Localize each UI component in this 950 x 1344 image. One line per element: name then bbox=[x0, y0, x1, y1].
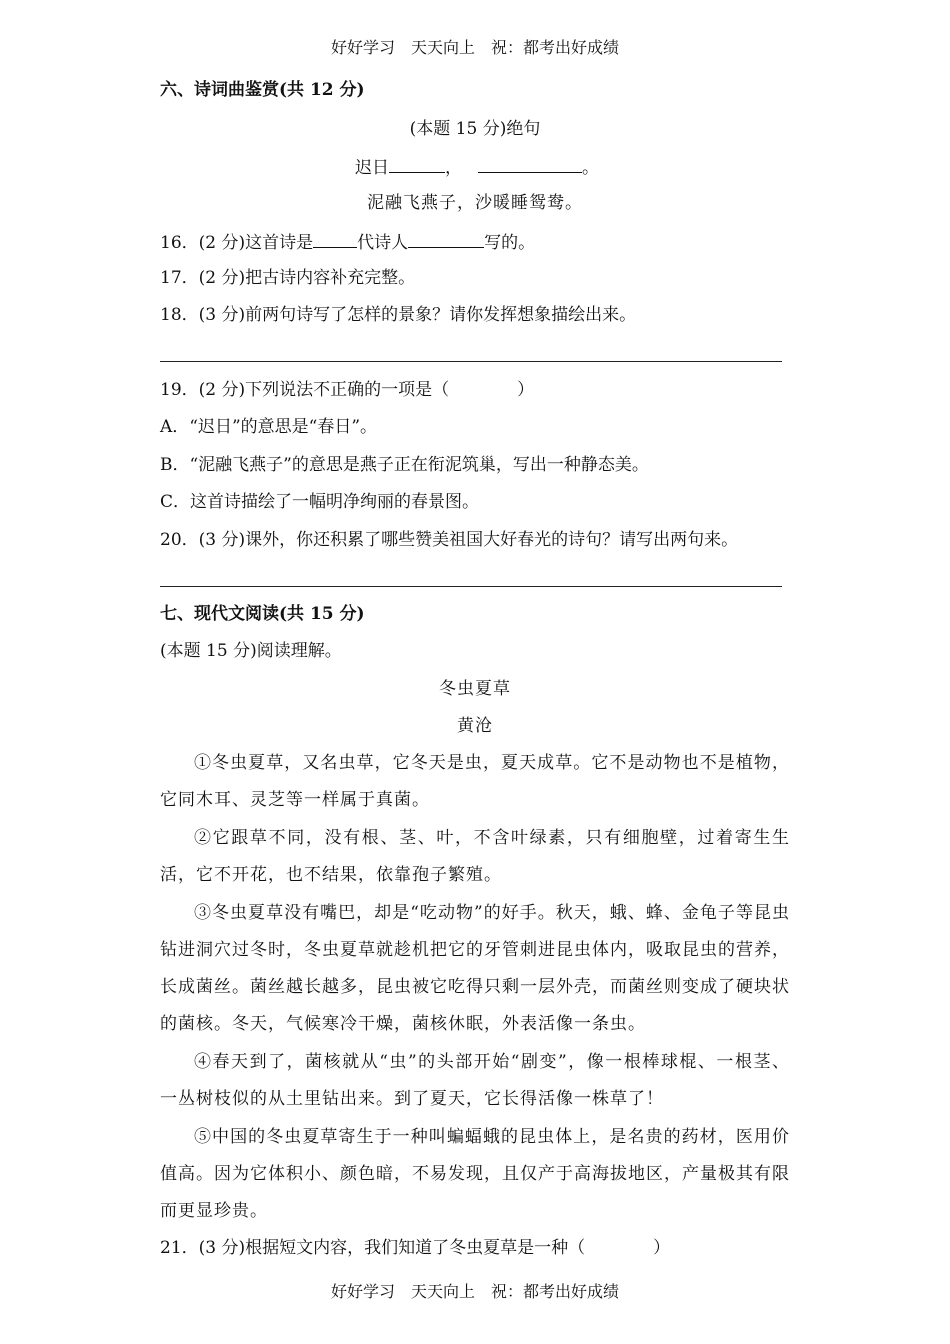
question-18: 18．(3 分)前两句诗写了怎样的景象？请你发挥想象描绘出来。 bbox=[160, 305, 637, 325]
article-title: 冬虫夏草 bbox=[439, 679, 511, 699]
question-17: 17．(2 分)把古诗内容补充完整。 bbox=[160, 268, 416, 288]
paragraph-2: ②它跟草不同，没有根、茎、叶，不含叶绿素，只有细胞壁，过着寄生生活，它不开花，也不结果，依靠孢子繁殖。 bbox=[160, 828, 790, 885]
q16-part-c: 写的。 bbox=[484, 233, 536, 253]
article-author: 黄沧 bbox=[457, 716, 493, 736]
q16-part-b: 代诗人 bbox=[357, 233, 409, 253]
poem-line-1-end: 。 bbox=[582, 158, 599, 178]
poem-blank-2[interactable] bbox=[478, 154, 582, 173]
paragraph-4: ④春天到了，菌核就从“虫”的头部开始“剧变”，像一根棒球棍、一根茎、一丛树枝似的从土里钻出来。到了夏天，它长得活像一株草了！ bbox=[160, 1052, 790, 1109]
poem-blank-1[interactable] bbox=[389, 154, 445, 173]
answer-line-20[interactable] bbox=[160, 586, 782, 587]
q16-part-a: 16．(2 分)这首诗是 bbox=[160, 233, 314, 253]
paragraph-5: ⑤中国的冬虫夏草寄生于一种叫蝙蝠蛾的昆虫体上，是名贵的药材，医用价值高。因为它体积小、颜色暗，不易发现，且仅产于高海拔地区，产量极其有限而更显珍贵。 bbox=[160, 1127, 790, 1221]
question-20: 20．(3 分)课外，你还积累了哪些赞美祖国大好春光的诗句？请写出两句来。 bbox=[160, 530, 739, 550]
paragraph-1: ①冬虫夏草，又名虫草，它冬天是虫，夏天成草。它不是动物也不是植物，它同木耳、灵芝等一样属于真菌。 bbox=[160, 753, 790, 810]
reading-intro: (本题 15 分)阅读理解。 bbox=[160, 641, 342, 661]
section-7-title: 七、现代文阅读(共 15 分) bbox=[160, 604, 365, 624]
question-16 bbox=[160, 229, 535, 254]
option-a[interactable]: A．“迟日”的意思是“春日”。 bbox=[160, 417, 378, 437]
poem-line-1-sep: ， bbox=[445, 158, 462, 178]
paragraph-3: ③冬虫夏草没有嘴巴，却是“吃动物”的好手。秋天，蛾、蜂、金龟子等昆虫钻进洞穴过冬时，冬虫夏草就趁机把它的牙管刺进昆虫体内，吸取昆虫的营养，长成菌丝。菌丝越长越多，昆虫被它吃得只剩一层外壳，而菌丝则变成了硬块状的菌核。冬天，气候寒冷干燥，菌核休眠，外表活像一条虫。 bbox=[160, 903, 790, 1034]
section-6-title: 六、诗词曲鉴赏(共 12 分) bbox=[160, 80, 365, 100]
page-header: 好好学习 天天向上 祝：都考出好成绩 bbox=[330, 38, 619, 57]
q16-blank-poet[interactable] bbox=[408, 229, 484, 248]
poem-line-2: 泥融飞燕子，沙暖睡鸳鸯。 bbox=[367, 193, 583, 213]
poem-intro: (本题 15 分)绝句 bbox=[409, 119, 541, 139]
poem-line-1-start: 迟日 bbox=[355, 158, 389, 178]
poem-line-1 bbox=[355, 154, 599, 179]
option-b[interactable]: B．“泥融飞燕子”的意思是燕子正在衔泥筑巢，写出一种静态美。 bbox=[160, 455, 649, 475]
answer-line-18[interactable] bbox=[160, 361, 782, 362]
page-footer: 好好学习 天天向上 祝：都考出好成绩 bbox=[330, 1282, 619, 1301]
q16-blank-dynasty[interactable] bbox=[313, 229, 357, 248]
option-c[interactable]: C．这首诗描绘了一幅明净绚丽的春景图。 bbox=[160, 492, 480, 512]
question-19: 19．(2 分)下列说法不正确的一项是（ ） bbox=[160, 380, 535, 400]
question-21: 21．(3 分)根据短文内容，我们知道了冬虫夏草是一种（ ） bbox=[160, 1238, 671, 1258]
